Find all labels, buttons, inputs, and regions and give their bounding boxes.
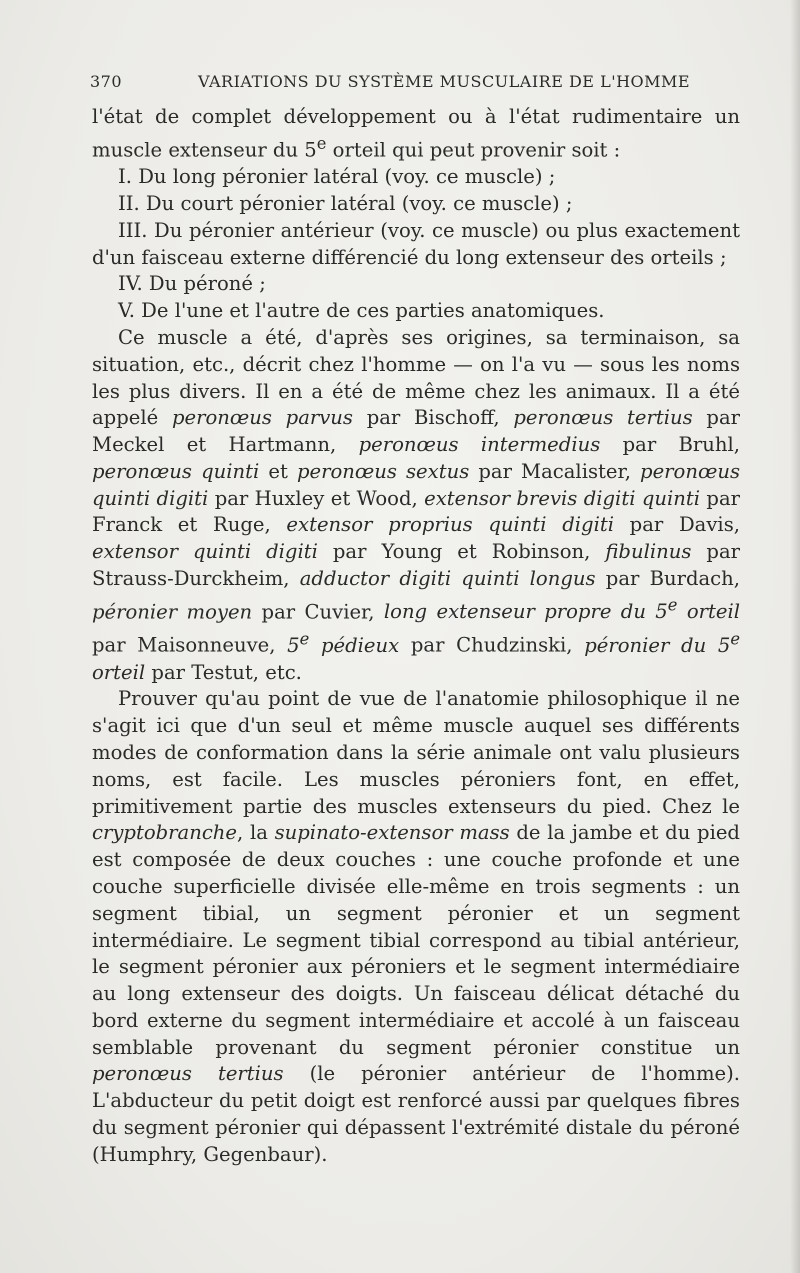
list-item-5: V. De l'une et l'autre de ces parties anatomiques. <box>118 299 605 323</box>
paragraph-continuation: l'état de complet développement ou à l'état rudimentaire un muscle extenseur du 5e orteil qui peut provenir soit : <box>92 105 740 162</box>
page-edge-shadow <box>790 0 800 1273</box>
paragraph-comparative-anatomy: Prouver qu'au point de vue de l'anatomie philosophique il ne s'agit ici que d'un seul et même muscle auquel ses différents modes de conformation dans la série animale ont valu plusieurs noms, est facile. Les muscles péroniers font, en effet, primitivement partie des muscles extenseurs du pied. Chez le cryptobranche, la supinato-extensor mass de la jambe et du pied est composée de deux couches : une couche profonde et une couche superficielle divisée elle-même en trois segments : un segment tibial, un segment péronier et un segment intermédiaire. Le segment tibial correspond au tibial antérieur, le segment péronier aux péroniers et le segment intermédiaire au long extenseur des doigts. Un faisceau délicat détaché du bord externe du segment intermédiaire et accolé à un faisceau semblable provenant du segment péronier constitue un peronœus tertius (le péronier antérieur de l'homme). L'abducteur du petit doigt est renforcé aussi par quelques fibres du segment péronier qui dépassent l'extrémité distale du péroné (Humphry, Gegenbaur). <box>92 687 740 1166</box>
list-item-1: I. Du long péronier latéral (voy. ce muscle) ; <box>118 165 556 189</box>
list-item-4: IV. Du péroné ; <box>118 272 266 296</box>
paragraph-muscle-names: Ce muscle a été, d'après ses origines, sa terminaison, sa situation, etc., décrit chez l'homme — on l'a vu — sous les noms les plus divers. Il en a été de même chez les animaux. Il a été appelé peronœus parvus par Bischoff, peronœus tertius par Meckel et Hartmann, peronœus intermedius par Bruhl, peronœus quinti et peronœus sextus par Macalister, peronœus quinti digiti par Huxley et Wood, extensor brevis digiti quinti par Franck et Ruge, extensor proprius quinti digiti par Davis, extensor quinti digiti par Young et Robinson, fibulinus par Strauss-Durckheim, adductor digiti quinti longus par Burdach, péronier moyen par Cuvier, long extenseur propre du 5e orteil par Maisonneuve, 5e pédieux par Chudzinski, péronier du 5e orteil par Testut, etc. <box>92 325 741 684</box>
list-item-2: II. Du court péronier latéral (voy. ce muscle) ; <box>118 191 573 215</box>
page-number: 370 <box>90 72 123 91</box>
running-header-title: VARIATIONS DU SYSTÈME MUSCULAIRE DE L'HOMME <box>198 72 691 91</box>
running-header <box>90 72 740 100</box>
body-text <box>92 104 740 1169</box>
list-item-3: III. Du péronier antérieur (voy. ce muscle) ou plus exactement d'un faisceau externe différencié du long extenseur des orteils ; <box>92 218 740 269</box>
